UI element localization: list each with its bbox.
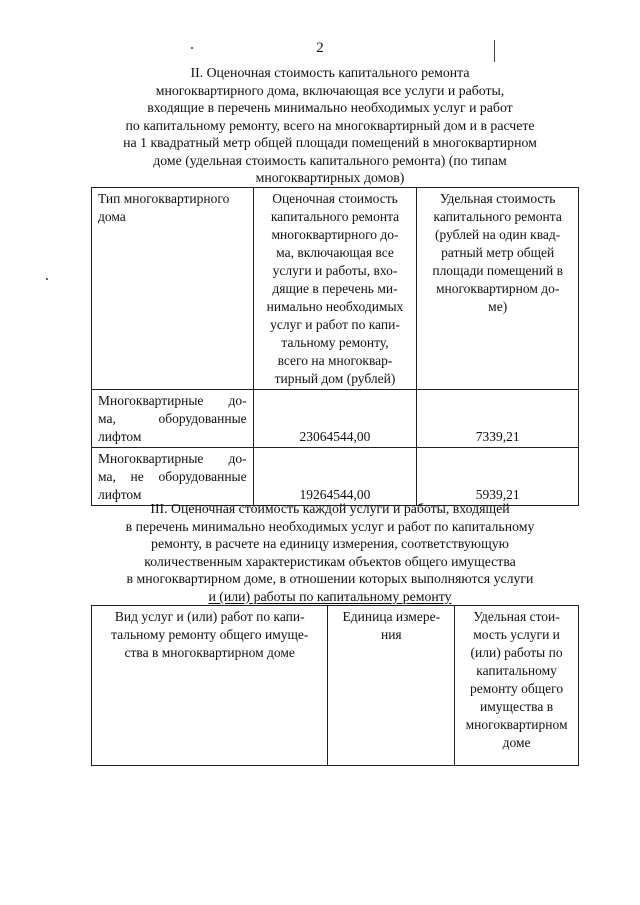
title-line: многоквартирного дома, включающая все услуги и работы,: [155, 82, 505, 98]
title-line: доме (удельная стоимость капитального ремонта) (по типам: [153, 152, 507, 168]
table-header-row: [92, 188, 579, 390]
row-total-cost: 19264544,00: [253, 448, 417, 506]
margin-mark: [494, 40, 495, 62]
table-row: [92, 448, 579, 506]
title-line: II. Оценочная стоимость капитального ремонта: [190, 65, 470, 80]
scan-speck: [191, 47, 193, 49]
row-cost-per-sqm: 7339,21: [417, 390, 579, 448]
row-cost-per-sqm: 5939,21: [417, 448, 579, 506]
cost-per-unit-table: [91, 605, 579, 766]
page-number: 2: [316, 40, 324, 56]
title-line: на 1 квадратный метр общей площади помещений в многоквартирном: [123, 135, 537, 150]
table-header-row: [92, 606, 579, 766]
title-line: и (или) работы по капитальному ремонту: [208, 588, 452, 604]
title-line: количественным характеристикам объектов общего имущества: [144, 553, 516, 569]
header-total-cost: Оценочная стоимость капитального ремонта многоквартирного до- ма, включающая все услуги и работы, вхо- дящие в перечень ми- нимально необходимых услуг и работ по капи- тальному ремонту, всего на многоквар- тирный дом (рублей): [253, 188, 417, 390]
header-unit-cost: Удельная стои- мость услуги и (или) работы по капитальному ремонту общего имущества в многоквартирном доме: [455, 606, 579, 766]
header-building-type: Тип многоквартирного дома: [92, 188, 254, 390]
section-2-title: [60, 64, 600, 187]
row-total-cost: 23064544,00: [253, 390, 417, 448]
header-work-type: Вид услуг и (или) работ по капи- тальному ремонту общего имуще- ства в многоквартирном доме: [92, 606, 328, 766]
scan-speck: [46, 278, 48, 280]
table-row: [92, 390, 579, 448]
row-building-type: Многоквартирные до- ма, не оборудованные лифтом: [92, 448, 254, 506]
title-line: входящие в перечень минимально необходимых услуг и работ: [147, 100, 513, 115]
title-line: по капитальному ремонту, всего на многоквартирный дом и в расчете: [125, 117, 535, 133]
header-unit-of-measure: Единица измере- ния: [328, 606, 455, 766]
title-line: III. Оценочная стоимость каждой услуги и работы, входящей: [150, 501, 510, 516]
title-line: многоквартирных домов): [255, 170, 405, 185]
title-line: ремонту, в расчете на единицу измерения, соответствующую: [151, 536, 509, 551]
section-3-title: [60, 500, 600, 605]
title-line: в многоквартирном доме, в отношении которых выполняются услуги: [126, 571, 534, 586]
cost-per-building-table: [91, 187, 579, 506]
header-cost-per-sqm: Удельная стоимость капитального ремонта (рублей на один квад- ратный метр общей площади помещений в многоквартирном до- ме): [417, 188, 579, 390]
row-building-type: Многоквартирные до- ма, оборудованные лифтом: [92, 390, 254, 448]
title-line: в перечень минимально необходимых услуг и работ по капитальному: [125, 518, 535, 534]
